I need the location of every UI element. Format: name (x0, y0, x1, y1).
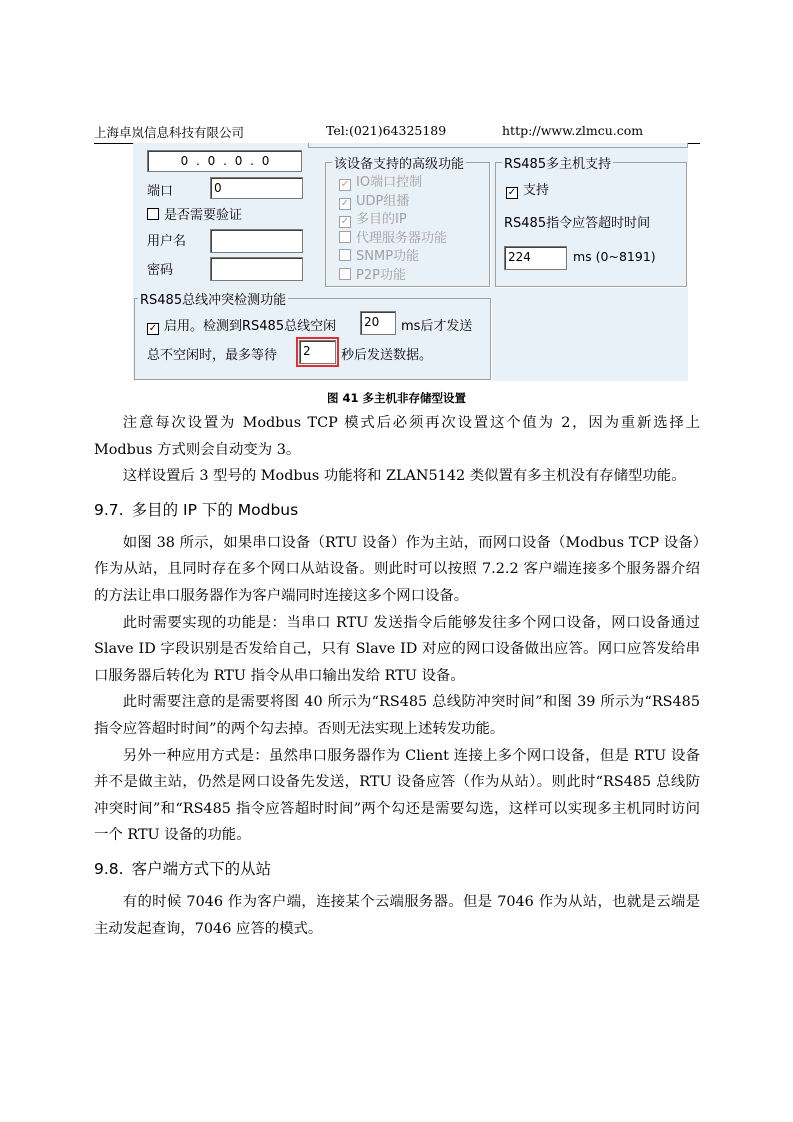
paragraph: 另外一种应用方式是：虽然串口服务器作为 Client 连接上多个网口设备，但是 RTU 设备并不是做主站，仍然是网口设备先发送，RTU 设备应答（作为从站）。则此时“RS485 总线防冲突时间”和“RS485 指令应答超时时间”两个勾还是需要勾选，这样可以实现多主机同时访问一个 RTU 设备的功能。 (94, 747, 700, 844)
username-label: 用户名 (147, 234, 187, 249)
wait-suffix: 秒后发送数据。 (341, 348, 433, 363)
checkbox-box[interactable]: ✓ (148, 323, 158, 334)
paragraph: 这样设置后 3 型号的 Modbus 功能将和 ZLAN5142 类似置有多主机没有存储型功能。 (122, 468, 686, 485)
paragraph: 如图 38 所示，如果串口设备（RTU 设备）作为主站，而网口设备（Modbus TCP 设备）作为从站，且同时存在多个网口从站设备。则此时可以按照 7.2.2 客户端连接多个服务器介绍的方法让串口服务器作为客户端同时连接这多个网口设备。 (94, 534, 700, 604)
feature-multi-ip[interactable]: ✓ 多目的IP (340, 212, 407, 227)
collision-detect-title: RS485总线冲突检测功能 (138, 289, 288, 308)
advanced-features-list (339, 174, 447, 285)
port-field[interactable]: 0 (210, 177, 303, 199)
timeout-field[interactable]: 224 (504, 246, 567, 270)
multi-master-support-checkbox[interactable]: ✓ 支持 (507, 183, 550, 198)
auth-label: 是否需要验证 (164, 208, 243, 223)
feature-udp[interactable]: ✓ UDP组播 (340, 193, 410, 209)
feature-proxy[interactable]: 代理服务器功能 (339, 230, 447, 249)
ip-address-field[interactable]: 0 . 0 . 0 . 0 (147, 150, 302, 172)
paragraph: 此时需要实现的功能是：当串口 RTU 发送指令后能够发往多个网口设备，网口设备通过 Slave ID 字段识别是否发给自己，只有 Slave ID 对应的网口设备做出应答。网口应答发给串口服务器后转化为 RTU 指令从串口输出发给 RTU 设备。 (94, 614, 700, 684)
password-field[interactable] (210, 257, 303, 281)
section-heading-9-8: 9.8. 客户端方式下的从站 (94, 859, 272, 878)
multi-master-title: RS485多主机支持 (502, 153, 613, 172)
username-field[interactable] (210, 229, 303, 253)
paragraph: 有的时候 7046 作为客户端，连接某个云端服务器。但是 7046 作为从站，也就是云端是主动发起查询，7046 应答的模式。 (94, 893, 700, 937)
timeout-label: RS485指令应答超时时间 (504, 216, 651, 231)
page-header (94, 121, 700, 144)
password-label: 密码 (147, 263, 174, 278)
wait-prefix: 总不空闲时，最多等待 (147, 348, 278, 363)
collision-enable-row[interactable]: ✓ 启用。检测到RS485总线空闲 (148, 319, 337, 334)
checkbox-box[interactable]: ✓ (507, 187, 517, 198)
header-url: http://www.zlmcu.com (502, 123, 644, 138)
figure-caption: 图 41 多主机非存储型设置 (326, 391, 466, 405)
idle-time-suffix: ms后才发送 (401, 319, 473, 334)
header-tel: Tel:(021)64325189 (326, 123, 447, 138)
checkbox-box[interactable] (147, 208, 159, 220)
idle-time-field[interactable]: 20 (360, 311, 396, 335)
advanced-features-title: 该设备支持的高级功能 (332, 153, 466, 172)
port-label: 端口 (147, 184, 174, 199)
timeout-unit: ms (0~8191) (573, 249, 656, 264)
header-company: 上海卓岚信息科技有限公司 (94, 125, 245, 140)
settings-screenshot (133, 143, 688, 381)
section-heading-9-7: 9.7. 多目的 IP 下的 Modbus (94, 500, 299, 519)
highlight-box (296, 337, 339, 367)
paragraph: 注意每次设置为 Modbus TCP 模式后必须再次设置这个值为 2，因为重新选择上 Modbus 方式则会自动变为 3。 (94, 415, 700, 458)
wait-time-field[interactable]: 2 (299, 340, 336, 364)
feature-snmp[interactable]: SNMP功能 (339, 248, 447, 267)
feature-p2p[interactable]: P2P功能 (339, 267, 447, 286)
upper-groupbox-edge (308, 143, 688, 148)
document-body (94, 410, 700, 942)
auth-checkbox[interactable] (147, 204, 242, 223)
feature-io[interactable]: ✓ IO端口控制 (340, 175, 423, 190)
paragraph: 此时需要注意的是需要将图 40 所示为“RS485 总线防冲突时间”和图 39 所示为“RS485 指令应答超时时间”的两个勾去掉。否则无法实现上述转发功能。 (94, 694, 700, 737)
